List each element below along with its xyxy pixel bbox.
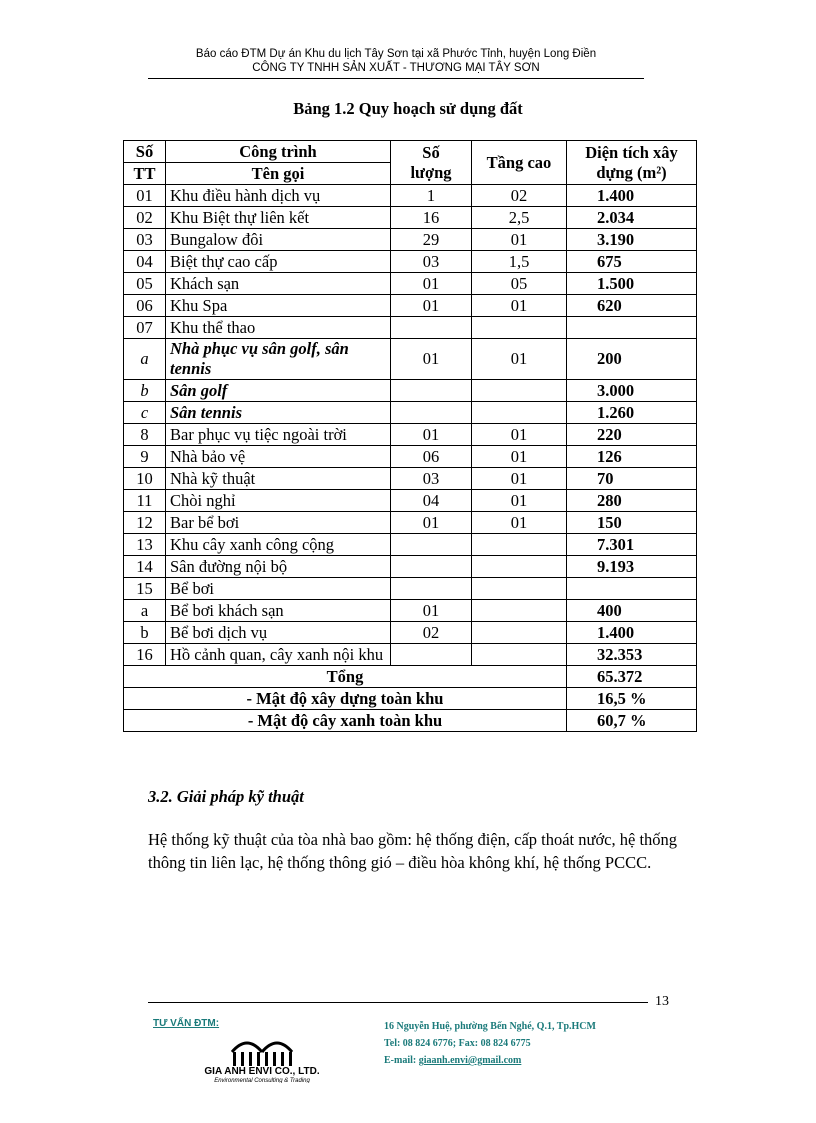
cell-name: Chòi nghỉ bbox=[166, 490, 391, 512]
table-row bbox=[124, 229, 697, 251]
cell-qty bbox=[391, 556, 472, 578]
table-row bbox=[124, 380, 697, 402]
cell-area: 3.190 bbox=[567, 229, 697, 251]
cell-no: 01 bbox=[124, 185, 166, 207]
table-row bbox=[124, 251, 697, 273]
cell-name: Khu Biệt thự liên kết bbox=[166, 207, 391, 229]
cell-name: Bể bơi dịch vụ bbox=[166, 622, 391, 644]
cell-floors: 01 bbox=[472, 512, 567, 534]
cell-name: Bể bơi khách sạn bbox=[166, 600, 391, 622]
table-row bbox=[124, 622, 697, 644]
cell-no: 05 bbox=[124, 273, 166, 295]
cell-area: 1.260 bbox=[567, 402, 697, 424]
cell-name: Khách sạn bbox=[166, 273, 391, 295]
density-green-row bbox=[124, 710, 697, 732]
cell-name: Bungalow đôi bbox=[166, 229, 391, 251]
table-row bbox=[124, 468, 697, 490]
table-row bbox=[124, 424, 697, 446]
cell-no: 16 bbox=[124, 644, 166, 666]
table-title: Bảng 1.2 Quy hoạch sử dụng đất bbox=[293, 99, 523, 118]
cell-area: 400 bbox=[567, 600, 697, 622]
cell-area: 2.034 bbox=[567, 207, 697, 229]
table-row bbox=[124, 512, 697, 534]
cell-area: 675 bbox=[567, 251, 697, 273]
table-row bbox=[124, 578, 697, 600]
cell-name: Khu điều hành dịch vụ bbox=[166, 185, 391, 207]
cell-no: 03 bbox=[124, 229, 166, 251]
density-green-value: 60,7 % bbox=[567, 710, 697, 732]
consultant-label: TƯ VẤN ĐTM: bbox=[153, 1018, 220, 1029]
cell-no: 06 bbox=[124, 295, 166, 317]
cell-area: 1.500 bbox=[567, 273, 697, 295]
header-company: CÔNG TY TNHH SẢN XUẤT - THƯƠNG MẠI TÂY SƠN bbox=[252, 62, 540, 74]
land-use-table bbox=[123, 140, 697, 732]
cell-area bbox=[567, 317, 697, 339]
cell-qty: 01 bbox=[391, 512, 472, 534]
cell-floors: 01 bbox=[472, 295, 567, 317]
header-divider bbox=[148, 78, 644, 79]
header-qty: Số lượng bbox=[391, 141, 472, 185]
footer-email-link[interactable]: giaanh.envi@gmail.com bbox=[418, 1055, 522, 1066]
cell-no: 9 bbox=[124, 446, 166, 468]
cell-no: b bbox=[124, 380, 166, 402]
footer-address: 16 Nguyễn Huệ, phường Bến Nghé, Q.1, Tp.HCM bbox=[384, 1021, 596, 1032]
cell-qty: 03 bbox=[391, 468, 472, 490]
table-row bbox=[124, 556, 697, 578]
cell-name: Bể bơi bbox=[166, 578, 391, 600]
cell-no: 10 bbox=[124, 468, 166, 490]
table-row bbox=[124, 207, 697, 229]
cell-no: 14 bbox=[124, 556, 166, 578]
cell-area: 220 bbox=[567, 424, 697, 446]
cell-floors: 1,5 bbox=[472, 251, 567, 273]
density-green-label: - Mật độ cây xanh toàn khu bbox=[124, 710, 567, 732]
cell-floors bbox=[472, 402, 567, 424]
cell-area: 7.301 bbox=[567, 534, 697, 556]
cell-floors: 01 bbox=[472, 468, 567, 490]
cell-no: c bbox=[124, 402, 166, 424]
logo-name: GIA ANH ENVI CO., LTD. bbox=[204, 1066, 320, 1077]
total-value: 65.372 bbox=[567, 666, 697, 688]
cell-name: Khu Spa bbox=[166, 295, 391, 317]
cell-qty: 04 bbox=[391, 490, 472, 512]
cell-name: Hồ cảnh quan, cây xanh nội khu bbox=[166, 644, 391, 666]
density-build-row bbox=[124, 688, 697, 710]
cell-floors bbox=[472, 380, 567, 402]
cell-floors bbox=[472, 556, 567, 578]
total-label: Tổng bbox=[124, 666, 567, 688]
cell-area: 3.000 bbox=[567, 380, 697, 402]
cell-qty bbox=[391, 578, 472, 600]
cell-no: 07 bbox=[124, 317, 166, 339]
table-row bbox=[124, 534, 697, 556]
header-work-1: Công trình bbox=[166, 141, 391, 163]
cell-area: 620 bbox=[567, 295, 697, 317]
cell-qty: 01 bbox=[391, 339, 472, 380]
cell-floors: 01 bbox=[472, 229, 567, 251]
table-row bbox=[124, 295, 697, 317]
cell-qty: 01 bbox=[391, 295, 472, 317]
cell-name: Sân tennis bbox=[166, 402, 391, 424]
cell-no: 11 bbox=[124, 490, 166, 512]
cell-qty: 02 bbox=[391, 622, 472, 644]
cell-qty: 1 bbox=[391, 185, 472, 207]
cell-qty: 01 bbox=[391, 424, 472, 446]
logo-arch-left bbox=[232, 1043, 262, 1052]
cell-name: Nhà kỹ thuật bbox=[166, 468, 391, 490]
cell-no: 12 bbox=[124, 512, 166, 534]
cell-qty: 03 bbox=[391, 251, 472, 273]
header-area: Diện tích xây dựng (m²) bbox=[567, 141, 697, 185]
table-row bbox=[124, 317, 697, 339]
cell-qty bbox=[391, 380, 472, 402]
cell-area: 32.353 bbox=[567, 644, 697, 666]
logo-columns bbox=[233, 1052, 292, 1066]
cell-name: Bar phục vụ tiệc ngoài trời bbox=[166, 424, 391, 446]
cell-area: 126 bbox=[567, 446, 697, 468]
table-row bbox=[124, 490, 697, 512]
cell-qty: 16 bbox=[391, 207, 472, 229]
cell-name: Nhà phục vụ sân golf, sân tennis bbox=[166, 339, 391, 380]
table-row bbox=[124, 339, 697, 380]
table-row bbox=[124, 273, 697, 295]
cell-floors: 01 bbox=[472, 490, 567, 512]
logo-tagline: Environmental Consulting & Trading bbox=[214, 1078, 310, 1083]
cell-no: 8 bbox=[124, 424, 166, 446]
cell-qty bbox=[391, 644, 472, 666]
cell-floors: 05 bbox=[472, 273, 567, 295]
cell-floors: 2,5 bbox=[472, 207, 567, 229]
header-floors: Tầng cao bbox=[472, 141, 567, 185]
cell-no: b bbox=[124, 622, 166, 644]
header-no-2: TT bbox=[124, 163, 166, 185]
table-row bbox=[124, 446, 697, 468]
logo-arch-right bbox=[262, 1043, 292, 1052]
footer-contact bbox=[384, 1018, 596, 1069]
cell-area bbox=[567, 578, 697, 600]
cell-area: 70 bbox=[567, 468, 697, 490]
cell-name: Khu cây xanh công cộng bbox=[166, 534, 391, 556]
cell-qty bbox=[391, 402, 472, 424]
cell-no: 13 bbox=[124, 534, 166, 556]
cell-floors bbox=[472, 644, 567, 666]
cell-area: 200 bbox=[567, 339, 697, 380]
table-row bbox=[124, 600, 697, 622]
table-row bbox=[124, 644, 697, 666]
density-build-label: - Mật độ xây dựng toàn khu bbox=[124, 688, 567, 710]
header-no-1: Số bbox=[124, 141, 166, 163]
header-work-2: Tên gọi bbox=[166, 163, 391, 185]
cell-name: Sân đường nội bộ bbox=[166, 556, 391, 578]
cell-no: 15 bbox=[124, 578, 166, 600]
cell-qty bbox=[391, 534, 472, 556]
cell-name: Biệt thự cao cấp bbox=[166, 251, 391, 273]
cell-area: 9.193 bbox=[567, 556, 697, 578]
cell-floors bbox=[472, 600, 567, 622]
cell-name: Bar bể bơi bbox=[166, 512, 391, 534]
cell-qty: 01 bbox=[391, 273, 472, 295]
cell-no: 04 bbox=[124, 251, 166, 273]
page-number: 13 bbox=[655, 994, 669, 1009]
cell-qty bbox=[391, 317, 472, 339]
cell-no: a bbox=[124, 339, 166, 380]
footer-phone: Tel: 08 824 6776; Fax: 08 824 6775 bbox=[384, 1038, 531, 1049]
density-build-value: 16,5 % bbox=[567, 688, 697, 710]
cell-floors bbox=[472, 317, 567, 339]
company-logo bbox=[175, 1028, 350, 1083]
cell-area: 1.400 bbox=[567, 185, 697, 207]
cell-floors: 01 bbox=[472, 424, 567, 446]
section-title: 3.2. Giải pháp kỹ thuật bbox=[148, 787, 304, 806]
cell-floors bbox=[472, 622, 567, 644]
cell-no: 02 bbox=[124, 207, 166, 229]
table-row bbox=[124, 402, 697, 424]
cell-qty: 01 bbox=[391, 600, 472, 622]
cell-name: Nhà bảo vệ bbox=[166, 446, 391, 468]
total-row bbox=[124, 666, 697, 688]
cell-floors bbox=[472, 578, 567, 600]
cell-area: 150 bbox=[567, 512, 697, 534]
footer-email-line: E-mail: giaanh.envi@gmail.com bbox=[384, 1055, 522, 1066]
cell-floors bbox=[472, 534, 567, 556]
cell-qty: 06 bbox=[391, 446, 472, 468]
cell-area: 1.400 bbox=[567, 622, 697, 644]
table-row bbox=[124, 185, 697, 207]
cell-qty: 29 bbox=[391, 229, 472, 251]
cell-no: a bbox=[124, 600, 166, 622]
table-header-row bbox=[124, 141, 697, 163]
section-paragraph: Hệ thống kỹ thuật của tòa nhà bao gồm: hệ thống điện, cấp thoát nước, hệ thống thông tin liên lạc, hệ thống thông gió – điều hòa không khí, hệ thống PCCC. bbox=[148, 830, 678, 872]
page-header bbox=[148, 47, 644, 75]
cell-floors: 02 bbox=[472, 185, 567, 207]
header-report-title: Báo cáo ĐTM Dự án Khu du lịch Tây Sơn tại xã Phước Tỉnh, huyện Long Điền bbox=[195, 48, 597, 60]
cell-floors: 01 bbox=[472, 446, 567, 468]
cell-floors: 01 bbox=[472, 339, 567, 380]
cell-area: 280 bbox=[567, 490, 697, 512]
footer-divider bbox=[148, 1002, 648, 1003]
cell-name: Khu thể thao bbox=[166, 317, 391, 339]
cell-name: Sân golf bbox=[166, 380, 391, 402]
